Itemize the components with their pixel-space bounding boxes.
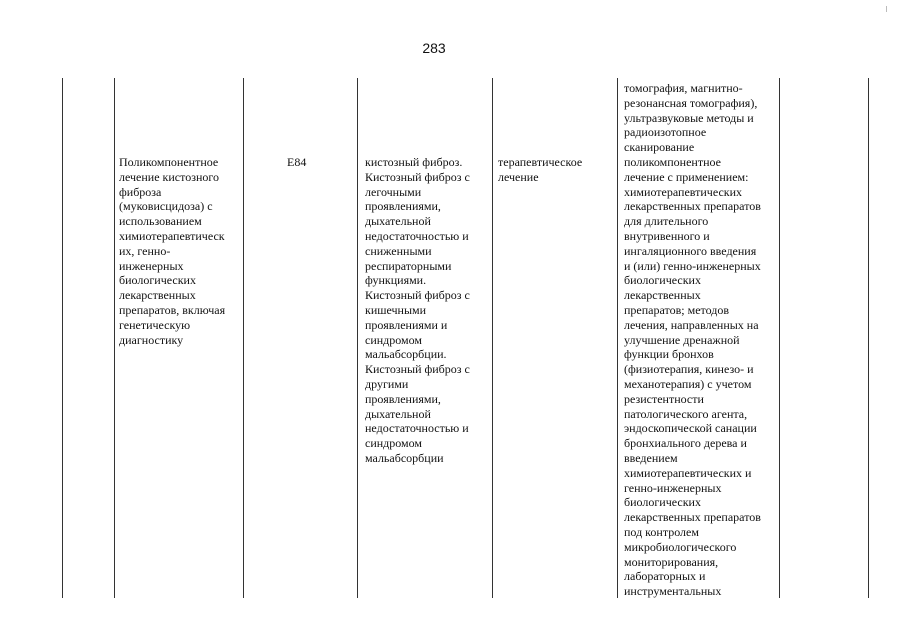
cell-icd-code: E84 <box>287 155 307 169</box>
table-column-border <box>62 78 63 598</box>
table-column-border <box>243 78 244 598</box>
cell-method-continuation: томография, магнитно- резонансная томография), ультразвуковые методы и радиоизотопное сканирование <box>624 81 758 155</box>
cell-treatment-method: поликомпонентное лечение с применением: химиотерапевтических лекарственных препаратов для длительного внутривенного и ингаляционного введения и (или) генно-инженерных биологических лекарственных препаратов; методов лечения, направленных на улучшение дренажной функции бронхов (физиотерапия, кинезо- и механотерапия) с учетом резистентности патологического агента, эндоскопической санации бронхиального дерева и введением химиотерапевтических и генно-инженерных биологических лекарственных препаратов под контролем микробиологического мониторирования, лабораторных и инструментальных <box>624 155 761 599</box>
table-column-border <box>492 78 493 598</box>
page-number: 283 <box>422 40 446 56</box>
table-column-border <box>114 78 115 598</box>
cell-treatment-name: Поликомпонентное лечение кистозного фиброза (муковисцидоза) с использованием химиотерапевтическ их, генно- инженерных биологических лекарственных препаратов, включая генетическую диагностику <box>119 155 226 347</box>
table-column-border <box>779 78 780 598</box>
table-column-border <box>868 78 869 598</box>
table-column-border <box>357 78 358 598</box>
cell-treatment-type: терапевтическое лечение <box>498 155 583 184</box>
table-column-border <box>617 78 618 598</box>
scan-mark <box>886 6 887 12</box>
cell-patient-model: кистозный фиброз. Кистозный фиброз с легочными проявлениями, дыхательной недостаточностью и сниженными респираторными функциями. Кистозный фиброз с кишечными проявлениями и синдромом мальабсорбции. Кистозный фиброз с другими проявлениями, дыхательной недостаточностью и синдромом мальабсорбции <box>365 155 470 465</box>
